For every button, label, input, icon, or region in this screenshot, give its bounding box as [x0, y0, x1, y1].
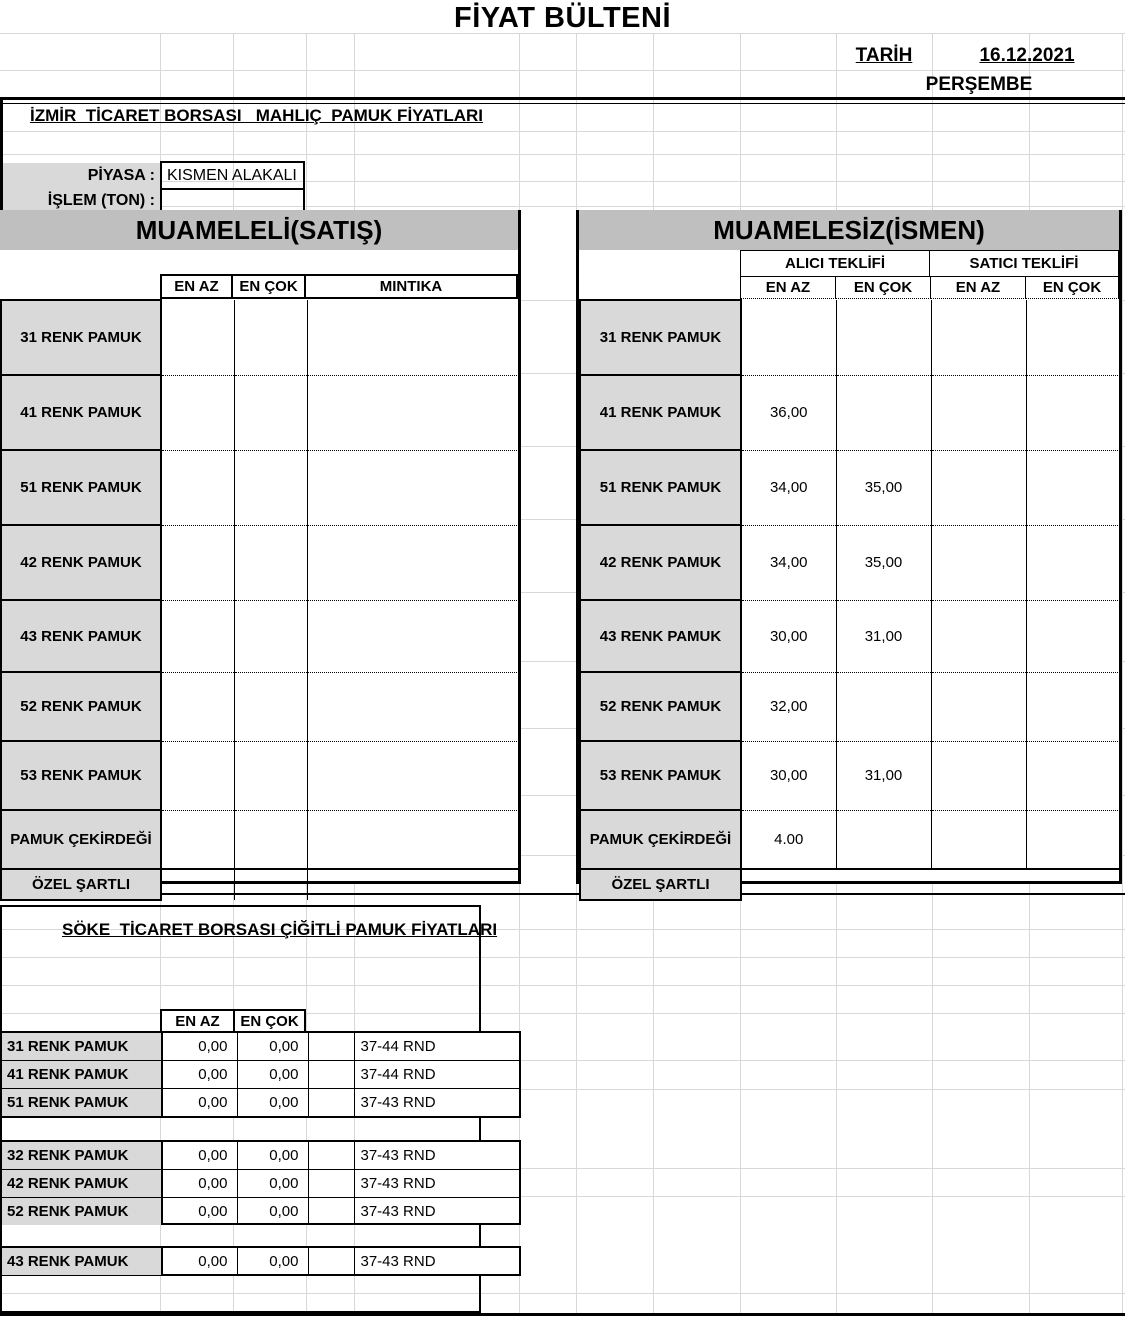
table-row: PAMUK ÇEKİRDEĞİ	[1, 810, 519, 869]
table-row: 41 RENK PAMUK	[1, 375, 519, 450]
soke-group-3	[0, 1246, 521, 1276]
soke-col-en-cok: EN ÇOK	[233, 1009, 306, 1033]
table-row: 51 RENK PAMUK 34,00 35,00	[580, 450, 1120, 525]
table-row: PAMUK ÇEKİRDEĞİ 4.00	[580, 810, 1120, 869]
soke-group-1	[0, 1031, 521, 1118]
table-row: 52 RENK PAMUK	[1, 672, 519, 741]
table-row: 53 RENK PAMUK 30,00 31,00	[580, 741, 1120, 810]
piyasa-label: PİYASA :	[3, 163, 160, 189]
page-title: FİYAT BÜLTENİ	[453, 2, 672, 34]
alici-col-en-az: EN AZ	[740, 276, 836, 299]
izmir-heading: İZMİR TİCARET BORSASI MAHLIÇ PAMUK FİYATLARI	[30, 106, 484, 125]
satici-col-en-cok: EN ÇOK	[1025, 276, 1119, 299]
table-row: 32 RENK PAMUK 0,00 0,00 37-43 RND	[2, 1142, 519, 1170]
table-row: 42 RENK PAMUK 34,00 35,00	[580, 525, 1120, 600]
table-row: 31 RENK PAMUK 0,00 0,00 37-44 RND	[2, 1033, 519, 1061]
alici-col-en-cok: EN ÇOK	[835, 276, 931, 299]
soke-col-en-az: EN AZ	[160, 1009, 235, 1033]
date-label: TARİH	[855, 45, 913, 66]
table-row: 51 RENK PAMUK	[1, 450, 519, 525]
table-row: 52 RENK PAMUK 0,00 0,00 37-43 RND	[2, 1198, 519, 1226]
soke-group-2	[0, 1140, 521, 1225]
muameleli-title: MUAMELELİ(SATIŞ)	[0, 210, 518, 250]
date-value: 16.12.2021	[979, 45, 1075, 66]
islem-label: İŞLEM (TON) :	[3, 189, 160, 213]
muamelesiz-title: MUAMELESİZ(İSMEN)	[579, 210, 1119, 250]
table-row: 43 RENK PAMUK 0,00 0,00 37-43 RND	[2, 1248, 519, 1275]
table-row: ÖZEL ŞARTLI	[1, 869, 519, 900]
table-row: 42 RENK PAMUK 0,00 0,00 37-43 RND	[2, 1170, 519, 1198]
table-row: 52 RENK PAMUK 32,00	[580, 672, 1120, 741]
weekday-label: PERŞEMBE	[925, 73, 1033, 95]
table-row: 53 RENK PAMUK	[1, 741, 519, 810]
table-row: 31 RENK PAMUK	[1, 300, 519, 375]
satici-teklifi-header: SATICI TEKLİFİ	[929, 250, 1119, 277]
muameleli-col-en-az: EN AZ	[160, 274, 233, 299]
top-rule	[0, 97, 1125, 100]
table-row: 42 RENK PAMUK	[1, 525, 519, 600]
muameleli-table	[0, 210, 521, 893]
alici-teklifi-header: ALICI TEKLİFİ	[740, 250, 930, 277]
muamelesiz-rows	[579, 299, 1120, 901]
table-row: 43 RENK PAMUK 30,00 31,00	[580, 600, 1120, 672]
muameleli-rows	[0, 299, 519, 901]
muameleli-col-mintika: MINTIKA	[304, 274, 518, 299]
table-row: 41 RENK PAMUK 36,00	[580, 375, 1120, 450]
table-row: 31 RENK PAMUK	[580, 300, 1120, 375]
bottom-rule	[0, 1313, 1125, 1316]
muamelesiz-table	[576, 210, 1122, 893]
muameleli-col-en-cok: EN ÇOK	[231, 274, 306, 299]
satici-col-en-az: EN AZ	[930, 276, 1026, 299]
table-row: 41 RENK PAMUK 0,00 0,00 37-44 RND	[2, 1061, 519, 1089]
soke-heading: SÖKE TİCARET BORSASI ÇİĞİTLİ PAMUK FİYATLARI	[62, 920, 498, 939]
piyasa-value-cell: KISMEN ALAKALI	[160, 161, 305, 190]
table-row: 43 RENK PAMUK	[1, 600, 519, 672]
top-rule-2	[0, 103, 1125, 104]
table-row: 51 RENK PAMUK 0,00 0,00 37-43 RND	[2, 1089, 519, 1117]
table-row: ÖZEL ŞARTLI	[580, 869, 1120, 900]
